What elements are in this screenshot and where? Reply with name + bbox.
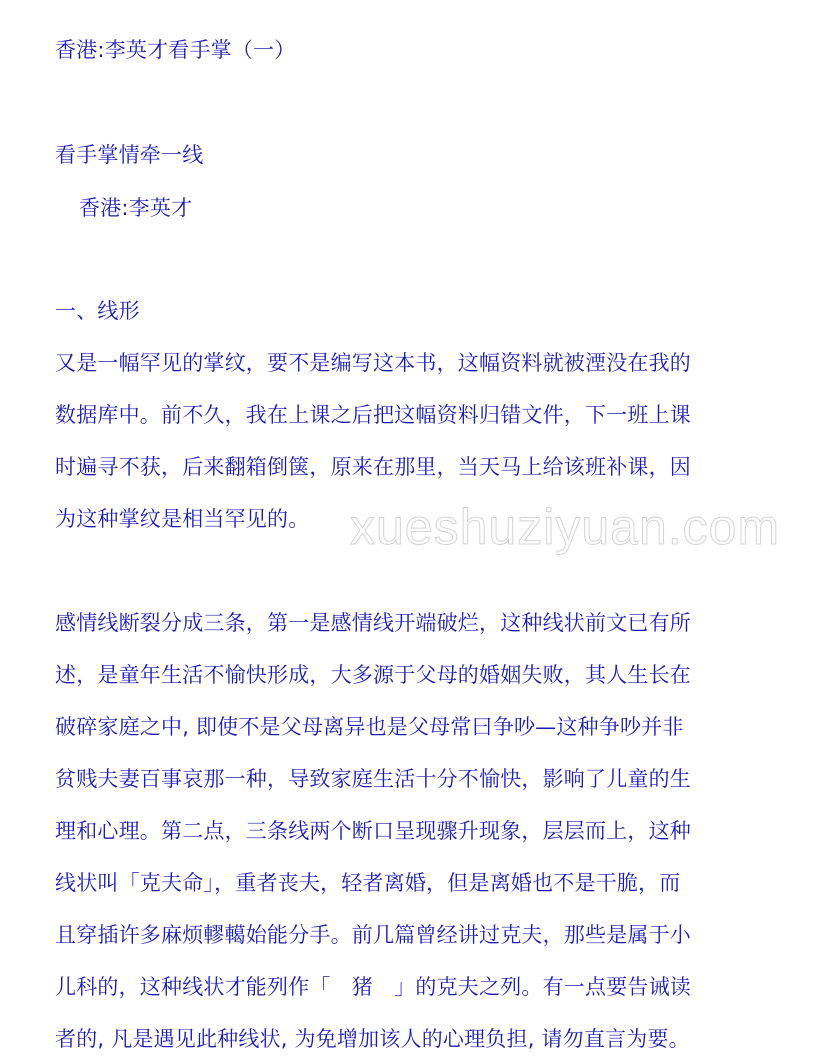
paragraph-line: 数据库中。前不久，我在上课之后把这幅资料归错文件，下一班上课	[55, 403, 691, 427]
paragraph-line: 儿科的，这种线状才能列作「 猪 」的克夫之列。有一点要告诫读	[55, 975, 691, 999]
paragraph-line: 为这种掌纹是相当罕见的。	[55, 507, 310, 531]
paragraph-line: 者的, 凡是遇见此种线状, 为免增加该人的心理负担, 请勿直言为要。	[55, 1027, 690, 1051]
paragraph-line: 且穿插许多麻烦轇轕始能分手。前几篇曾经讲过克夫，那些是属于小	[55, 923, 691, 947]
paragraph-line: 时遍寻不获，后来翻箱倒箧，原来在那里，当天马上给该班补课，因	[55, 455, 691, 479]
author-line: 香港:李英才	[79, 196, 193, 220]
paragraph-line: 贫贱夫妻百事哀那一种，导致家庭生活十分不愉快，影响了儿童的生	[55, 767, 691, 791]
paragraph-line: 述，是童年生活不愉快形成，大多源于父母的婚姻失败，其人生长在	[55, 663, 691, 687]
article-subtitle: 看手掌情牵一线	[55, 143, 204, 167]
paragraph-line: 线状叫「克夫命」，重者丧夫，轻者离婚，但是离婚也不是干脆，而	[55, 871, 681, 895]
paragraph-line: 感情线断裂分成三条，第一是感情线开端破烂，这种线状前文已有所	[55, 611, 691, 635]
paragraph-line: 理和心理。第二点，三条线两个断口呈现骤升现象，层层而上，这种	[55, 819, 691, 843]
watermark-text: xueshuziyuan.com	[350, 499, 781, 555]
paragraph-line: 又是一幅罕见的掌纹，要不是编写这本书，这幅资料就被湮没在我的	[55, 351, 691, 375]
document-title: 香港:李英才看手掌（一）	[55, 38, 296, 62]
section-heading: 一、线形	[55, 299, 140, 323]
paragraph-line: 破碎家庭之中, 即使不是父母离异也是父母常曰争吵—这种争吵并非	[55, 715, 684, 739]
